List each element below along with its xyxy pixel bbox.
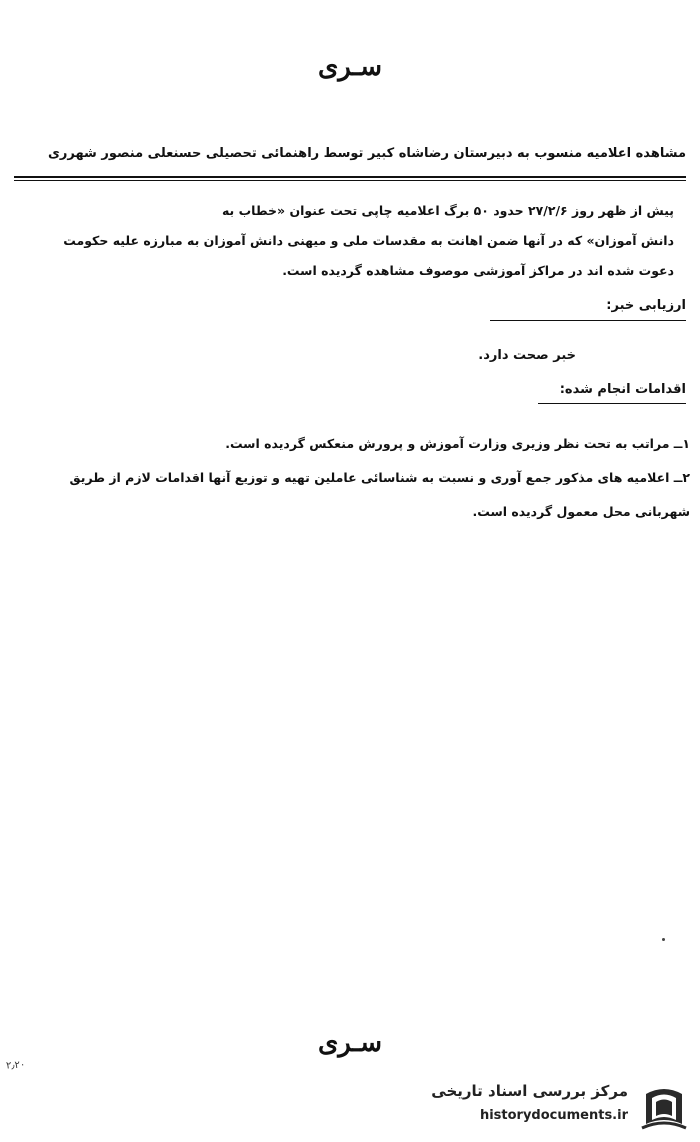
margin-mark: ۲٫۲۰ [5, 1059, 26, 1072]
watermark-url: historydocuments.ir [479, 1108, 628, 1123]
action-item: شهربانی محل معمول گردیده است. [472, 504, 690, 519]
assessment-heading: ارزیابی خبر: [606, 298, 686, 313]
watermark-name: مرکز بررسی اسناد تاریخی [431, 1082, 628, 1100]
actions-heading: اقدامات انجام شده: [559, 382, 686, 397]
report-paragraph [14, 196, 674, 286]
action-item-list [14, 427, 690, 529]
speck [662, 938, 665, 941]
paragraph-line: دانش آموزان» که در آنها ضمن اهانت به مقدسات ملی و میهنی دانش آموزان به مبارزه علیه حکومت [63, 233, 674, 248]
classification-bottom: سـری [317, 1028, 383, 1058]
watermark-logo [412, 1078, 694, 1136]
action-item: ۲ــ اعلامیه های مذکور جمع آوری و نسبت به شناسائی عاملین تهیه و توزیع آنها اقدامات لازم از طریق [69, 470, 690, 485]
classification-top: سـری [317, 52, 383, 82]
paragraph-line: دعوت شده اند در مراکز آموزشی موصوف مشاهده گردیده است. [282, 263, 674, 278]
subject-underline-1 [14, 176, 686, 178]
subject-line: مشاهده اعلامیه منسوب به دبیرستان رضاشاه کبیر توسط راهنمائی تحصیلی حسنعلی منصور شهرری [47, 146, 686, 161]
paragraph-line: پیش از ظهر روز ۲۷/۲/۶ حدود ۵۰ برگ اعلامیه چاپی تحت عنوان «خطاب به [221, 203, 674, 218]
subject-underline-2 [14, 180, 686, 181]
archive-emblem-icon [636, 1080, 692, 1134]
assessment-text: خبر صحت دارد. [478, 348, 576, 363]
assessment-heading-underline [490, 320, 686, 321]
actions-heading-underline [538, 403, 686, 404]
action-item: ۱ــ مراتب به تحت نظر وزیری وزارت آموزش و پرورش منعکس گردیده است. [225, 436, 690, 451]
